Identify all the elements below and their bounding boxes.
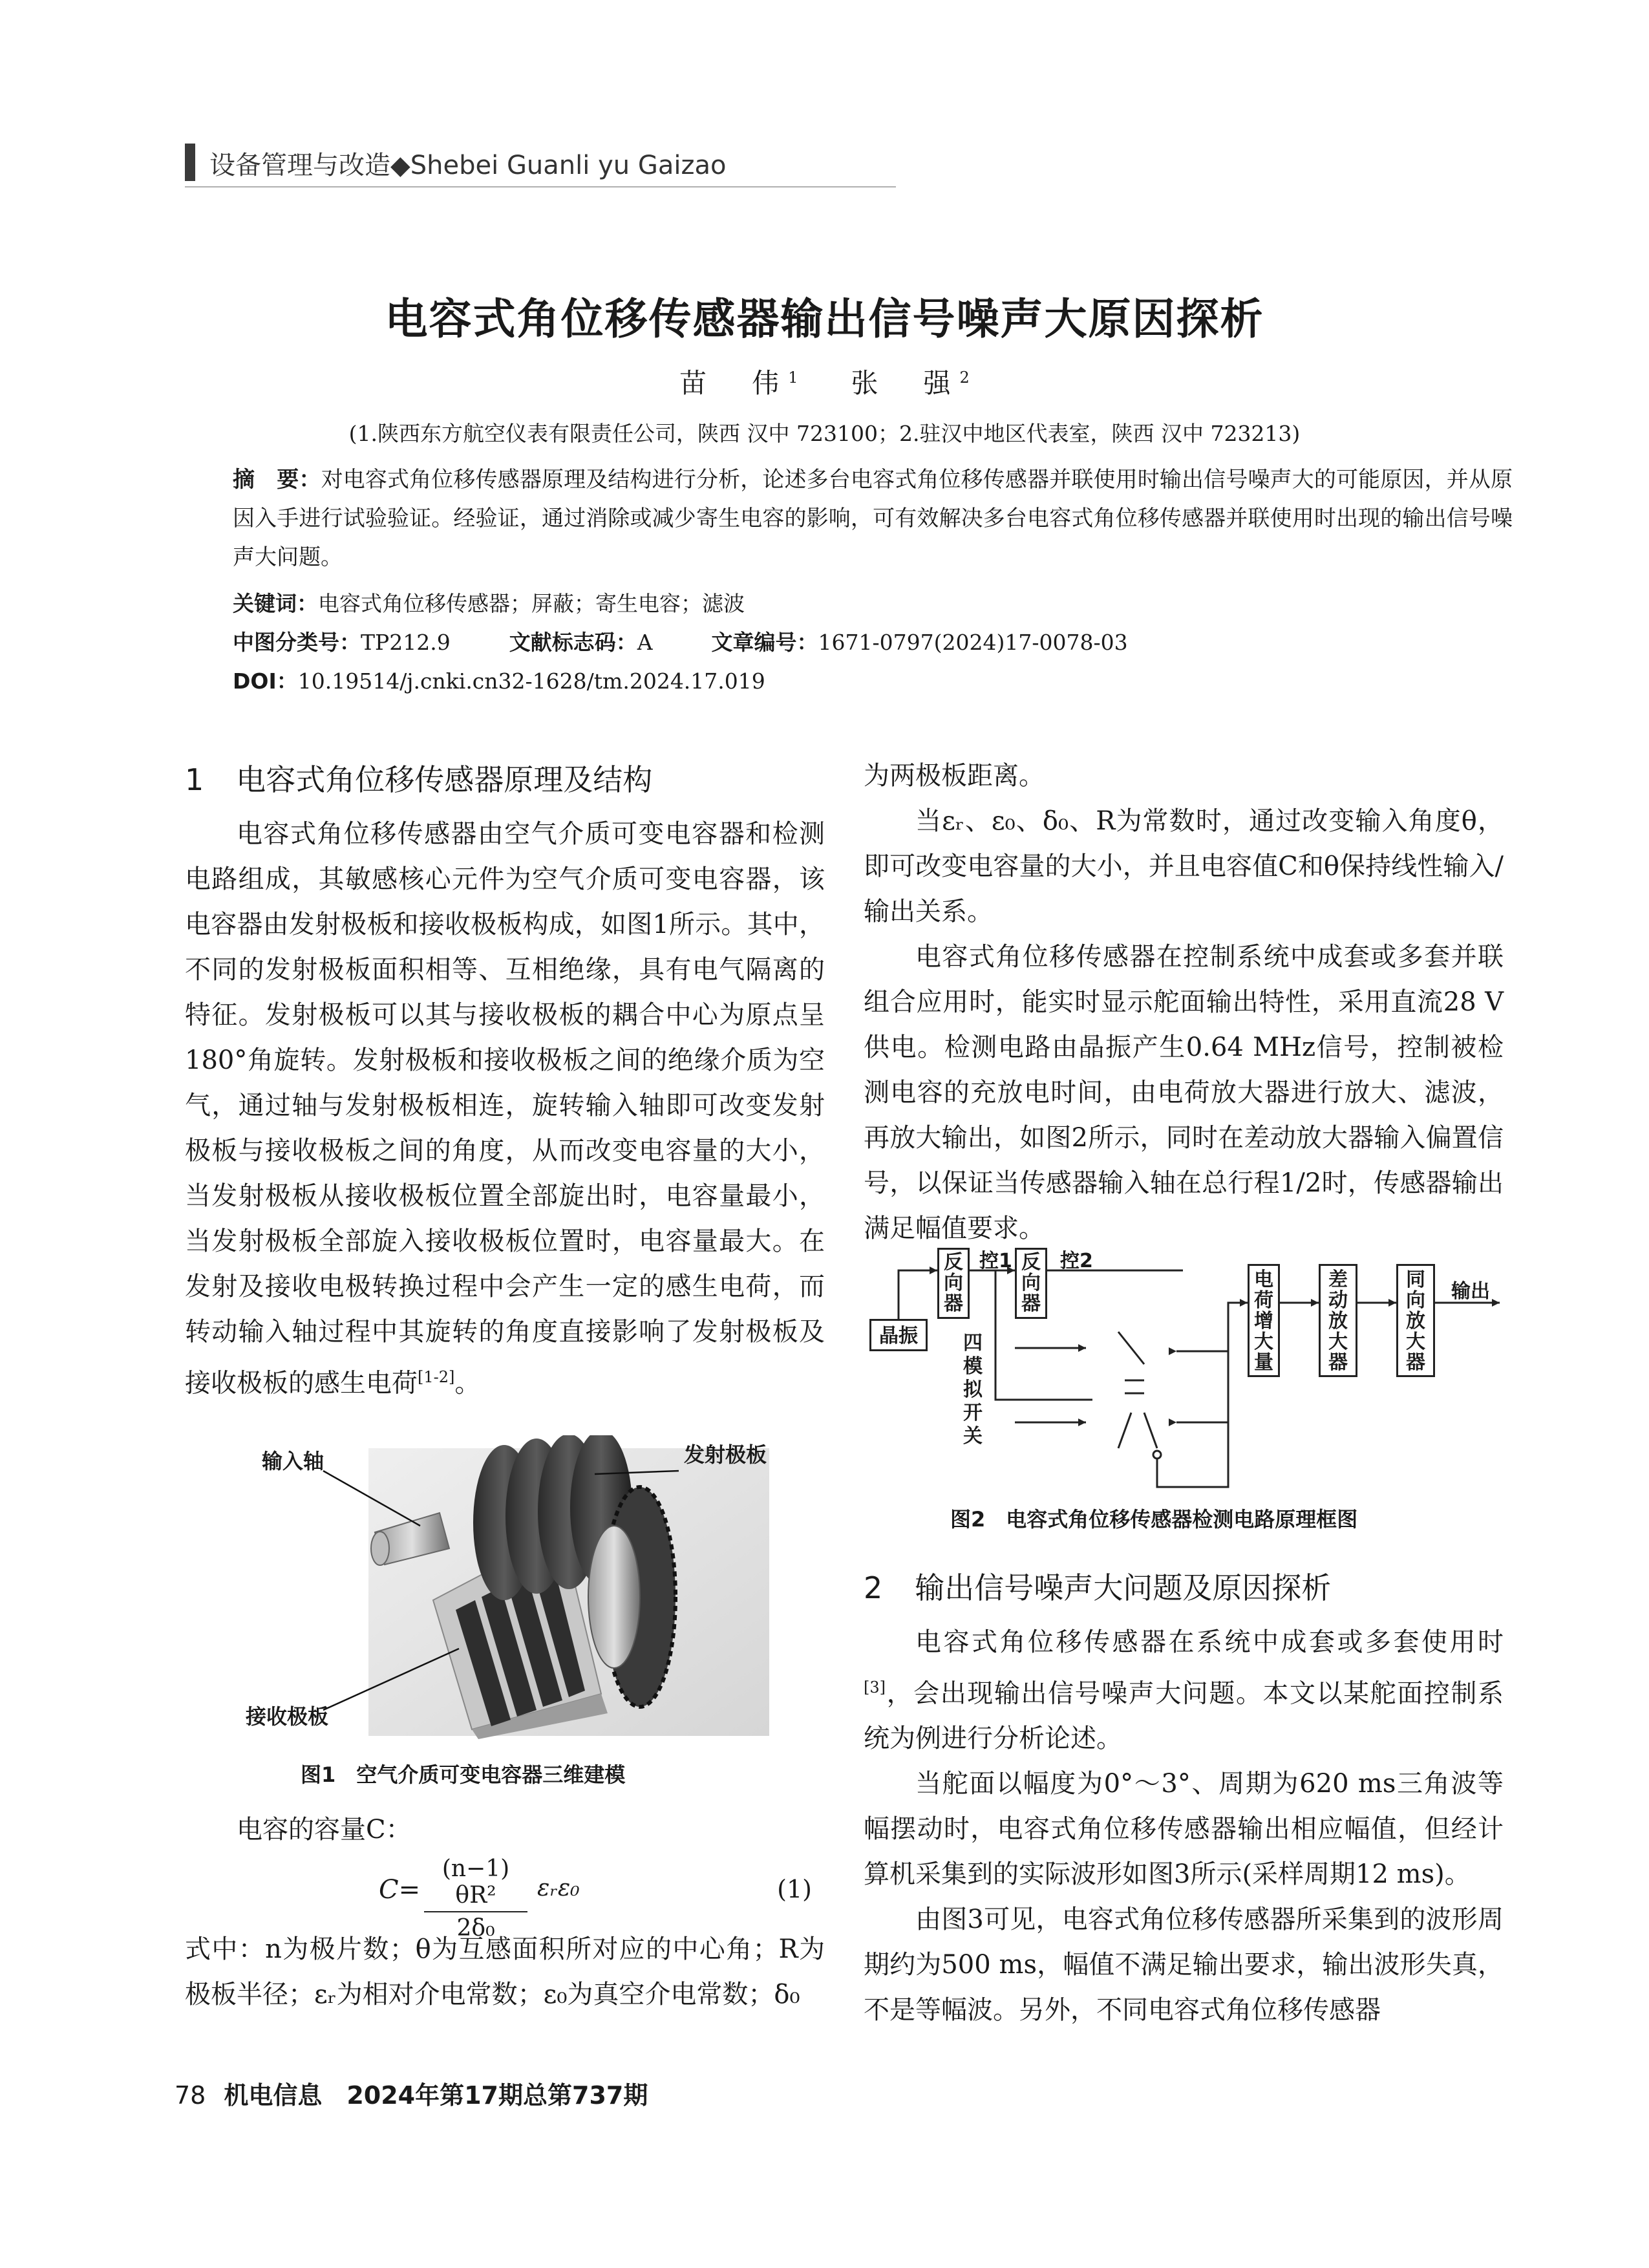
citation: [1-2] [418, 1368, 455, 1386]
paragraph-text: 式中：n为极片数；θ为互感面积所对应的中心角；R为极板半径；εᵣ为相对介电常数；ε₀为真空介电常数；δ₀ [185, 1934, 825, 2009]
section-2-heading [864, 1565, 1331, 1607]
header-rule [185, 186, 896, 187]
control-1-label: 控1 [979, 1250, 1012, 1272]
inverter-2-block: 反向器 [1015, 1248, 1047, 1319]
section-title: 电容式角位移传感器原理及结构 [236, 762, 653, 797]
noninverting-amplifier-block: 同向放大器 [1396, 1264, 1435, 1377]
keywords: 电容式角位移传感器；屏蔽；寄生电容；滤波 [318, 591, 745, 616]
doi-value: 10.19514/j.cnki.cn32-1628/tm.2024.17.019 [297, 669, 765, 694]
equation-1 [185, 1856, 825, 1942]
hub [588, 1526, 640, 1668]
paragraph-text: 电容的容量C： [237, 1815, 412, 1845]
section-1-paragraph [185, 811, 825, 1406]
header-bar [185, 144, 195, 181]
author-affil-mark: 1 [788, 369, 798, 387]
paragraph-text: 当舵面以幅度为0°～3°、周期为620 ms三角波等幅摆动时，电容式角位移传感器输出相应幅值，但经计算机采集到的实际波形如图3所示(采样周期12 ms)。 [864, 1769, 1504, 1890]
fig1-label-input-shaft: 输入轴 [262, 1449, 324, 1473]
figure-2-block-diagram [866, 1235, 1513, 1506]
equation-rhs: εᵣε₀ [537, 1875, 580, 1901]
paragraph-text: ，会出现输出信号噪声大问题。本文以某舵面控制系统为例进行分析论述。 [864, 1678, 1504, 1754]
equation-numerator: (n−1) θR² [424, 1856, 527, 1912]
author-name: 苗 伟 [679, 367, 789, 399]
articleno-value: 1671-0797(2024)17-0078-03 [818, 630, 1128, 655]
equation-lhs: C= [379, 1875, 421, 1905]
crystal-block: 晶振 [869, 1319, 928, 1351]
doccode-value: A [637, 630, 653, 655]
clc-label: 中图分类号： [233, 630, 361, 655]
article-title: 电容式角位移传感器输出信号噪声大原因探析 [385, 294, 1264, 344]
section-2-body [864, 1620, 1504, 2033]
authors [0, 362, 1649, 401]
doccode-label: 文献标志码： [509, 630, 637, 655]
capacitance-intro [185, 1807, 825, 1852]
abstract-label: 摘 要： [233, 467, 321, 493]
classification-line [233, 626, 1128, 656]
abstract [233, 460, 1513, 577]
equation-explanation [185, 1927, 825, 2017]
paragraph-text: 电容式角位移传感器由空气介质可变电容器和检测电路组成，其敏感核心元件为空气介质可变电容器，该电容器由发射极板和接收极板构成，如图1所示。其中，不同的发射极板面积相等、互相绝缘，具有电气隔离的特征。发射极板可以其与接收极板的耦合中心为原点呈180°角旋转。发射极板和接收极板之间的绝缘介质为空气，通过轴与发射极板相连，旋转输入轴即可改变发射极板与接收极板之间的角度，从而改变电容量的大小，当发射极板从接收极板位置全部旋出时，电容量最小，当发射极板全部旋入接收极板位置时，电容量最大。在发射及接收电极转换过程中会产生一定的感生电荷，而转动输入轴过程中其旋转的角度直接影响了发射极板及接收极板的感生电荷 [185, 819, 825, 1398]
affiliation: (1.陕西东方航空仪表有限责任公司，陕西 汉中 723100；2.驻汉中地区代表室，陕西 汉中 723213) [348, 421, 1301, 446]
figure-1-illustration [226, 1435, 782, 1739]
figure-2-caption: 图2 电容式角位移传感器检测电路原理框图 [950, 1507, 1358, 1532]
author-affil-mark: 2 [959, 369, 970, 387]
control-2-label: 控2 [1060, 1250, 1093, 1272]
running-header: 设备管理与改造◆Shebei Guanli yu Gaizao [209, 151, 727, 180]
page-number: 78 [175, 2081, 206, 2110]
page-footer [175, 2075, 648, 2111]
fig1-label-emitter-plate: 发射极板 [684, 1442, 767, 1467]
equation-denominator: 2δ₀ [456, 1915, 495, 1942]
charge-amplifier-block: 电荷增大量 [1248, 1264, 1280, 1377]
analog-switch-label: 四模拟开关 [963, 1332, 983, 1448]
right-column-top [864, 753, 1504, 1251]
author-name: 张 强 [851, 367, 960, 399]
keywords-label: 关键词： [233, 591, 318, 616]
section-1-heading [185, 756, 652, 799]
section-number: 2 [864, 1570, 883, 1605]
paragraph-text: 当εᵣ、ε₀、δ₀、R为常数时，通过改变输入角度θ，即可改变电容量的大小，并且电容值C和θ保持线性输入/输出关系。 [864, 806, 1504, 926]
paragraph-text: 电容式角位移传感器在系统中成套或多套使用时 [915, 1627, 1504, 1657]
doi-line [233, 665, 765, 695]
clc-value: TP212.9 [361, 630, 451, 655]
figure-1-caption: 图1 空气介质可变电容器三维建模 [301, 1762, 626, 1787]
paragraph-text: 为两极板距离。 [864, 761, 1045, 791]
citation: [3] [864, 1678, 886, 1696]
paragraph-end: 。 [454, 1368, 481, 1398]
keywords-line [233, 587, 745, 617]
journal-issue: 机电信息 2024年第17期总第737期 [224, 2081, 648, 2110]
abstract-text: 对电容式角位移传感器原理及结构进行分析，论述多台电容式角位移传感器并联使用时输出信号噪声大的可能原因，并从原因入手进行试验验证。经验证，通过消除或减少寄生电容的影响，可有效解决多台电容式角位移传感器并联使用时出现的输出信号噪声大问题。 [233, 467, 1513, 570]
output-label: 输出 [1451, 1280, 1490, 1303]
equation-number: (1) [777, 1875, 812, 1903]
paragraph-text: 电容式角位移传感器在控制系统中成套或多套并联组合应用时，能实时显示舵面输出特性，采用直流28 V供电。检测电路由晶振产生0.64 MHz信号，控制被检测电容的充放电时间，由电荷放大器进行放大、滤波，再放大输出，如图2所示，同时在差动放大器输入偏置信号，以保证当传感器输入轴在总行程1/2时，传感器输出满足幅值要求。 [864, 942, 1504, 1243]
paragraph-text: 由图3可见，电容式角位移传感器所采集到的波形周期约为500 ms，幅值不满足输出要求，输出波形失真，不是等幅波。另外，不同电容式角位移传感器 [864, 1905, 1504, 2026]
doi-label: DOI： [233, 669, 298, 694]
fig1-label-receiving-plate: 接收极板 [246, 1704, 329, 1729]
inverter-1-block: 反向器 [937, 1248, 970, 1319]
articleno-label: 文章编号： [711, 630, 818, 655]
section-title: 输出信号噪声大问题及原因探析 [915, 1570, 1332, 1605]
section-number: 1 [185, 762, 204, 797]
differential-amplifier-block: 差动放大器 [1319, 1264, 1357, 1377]
